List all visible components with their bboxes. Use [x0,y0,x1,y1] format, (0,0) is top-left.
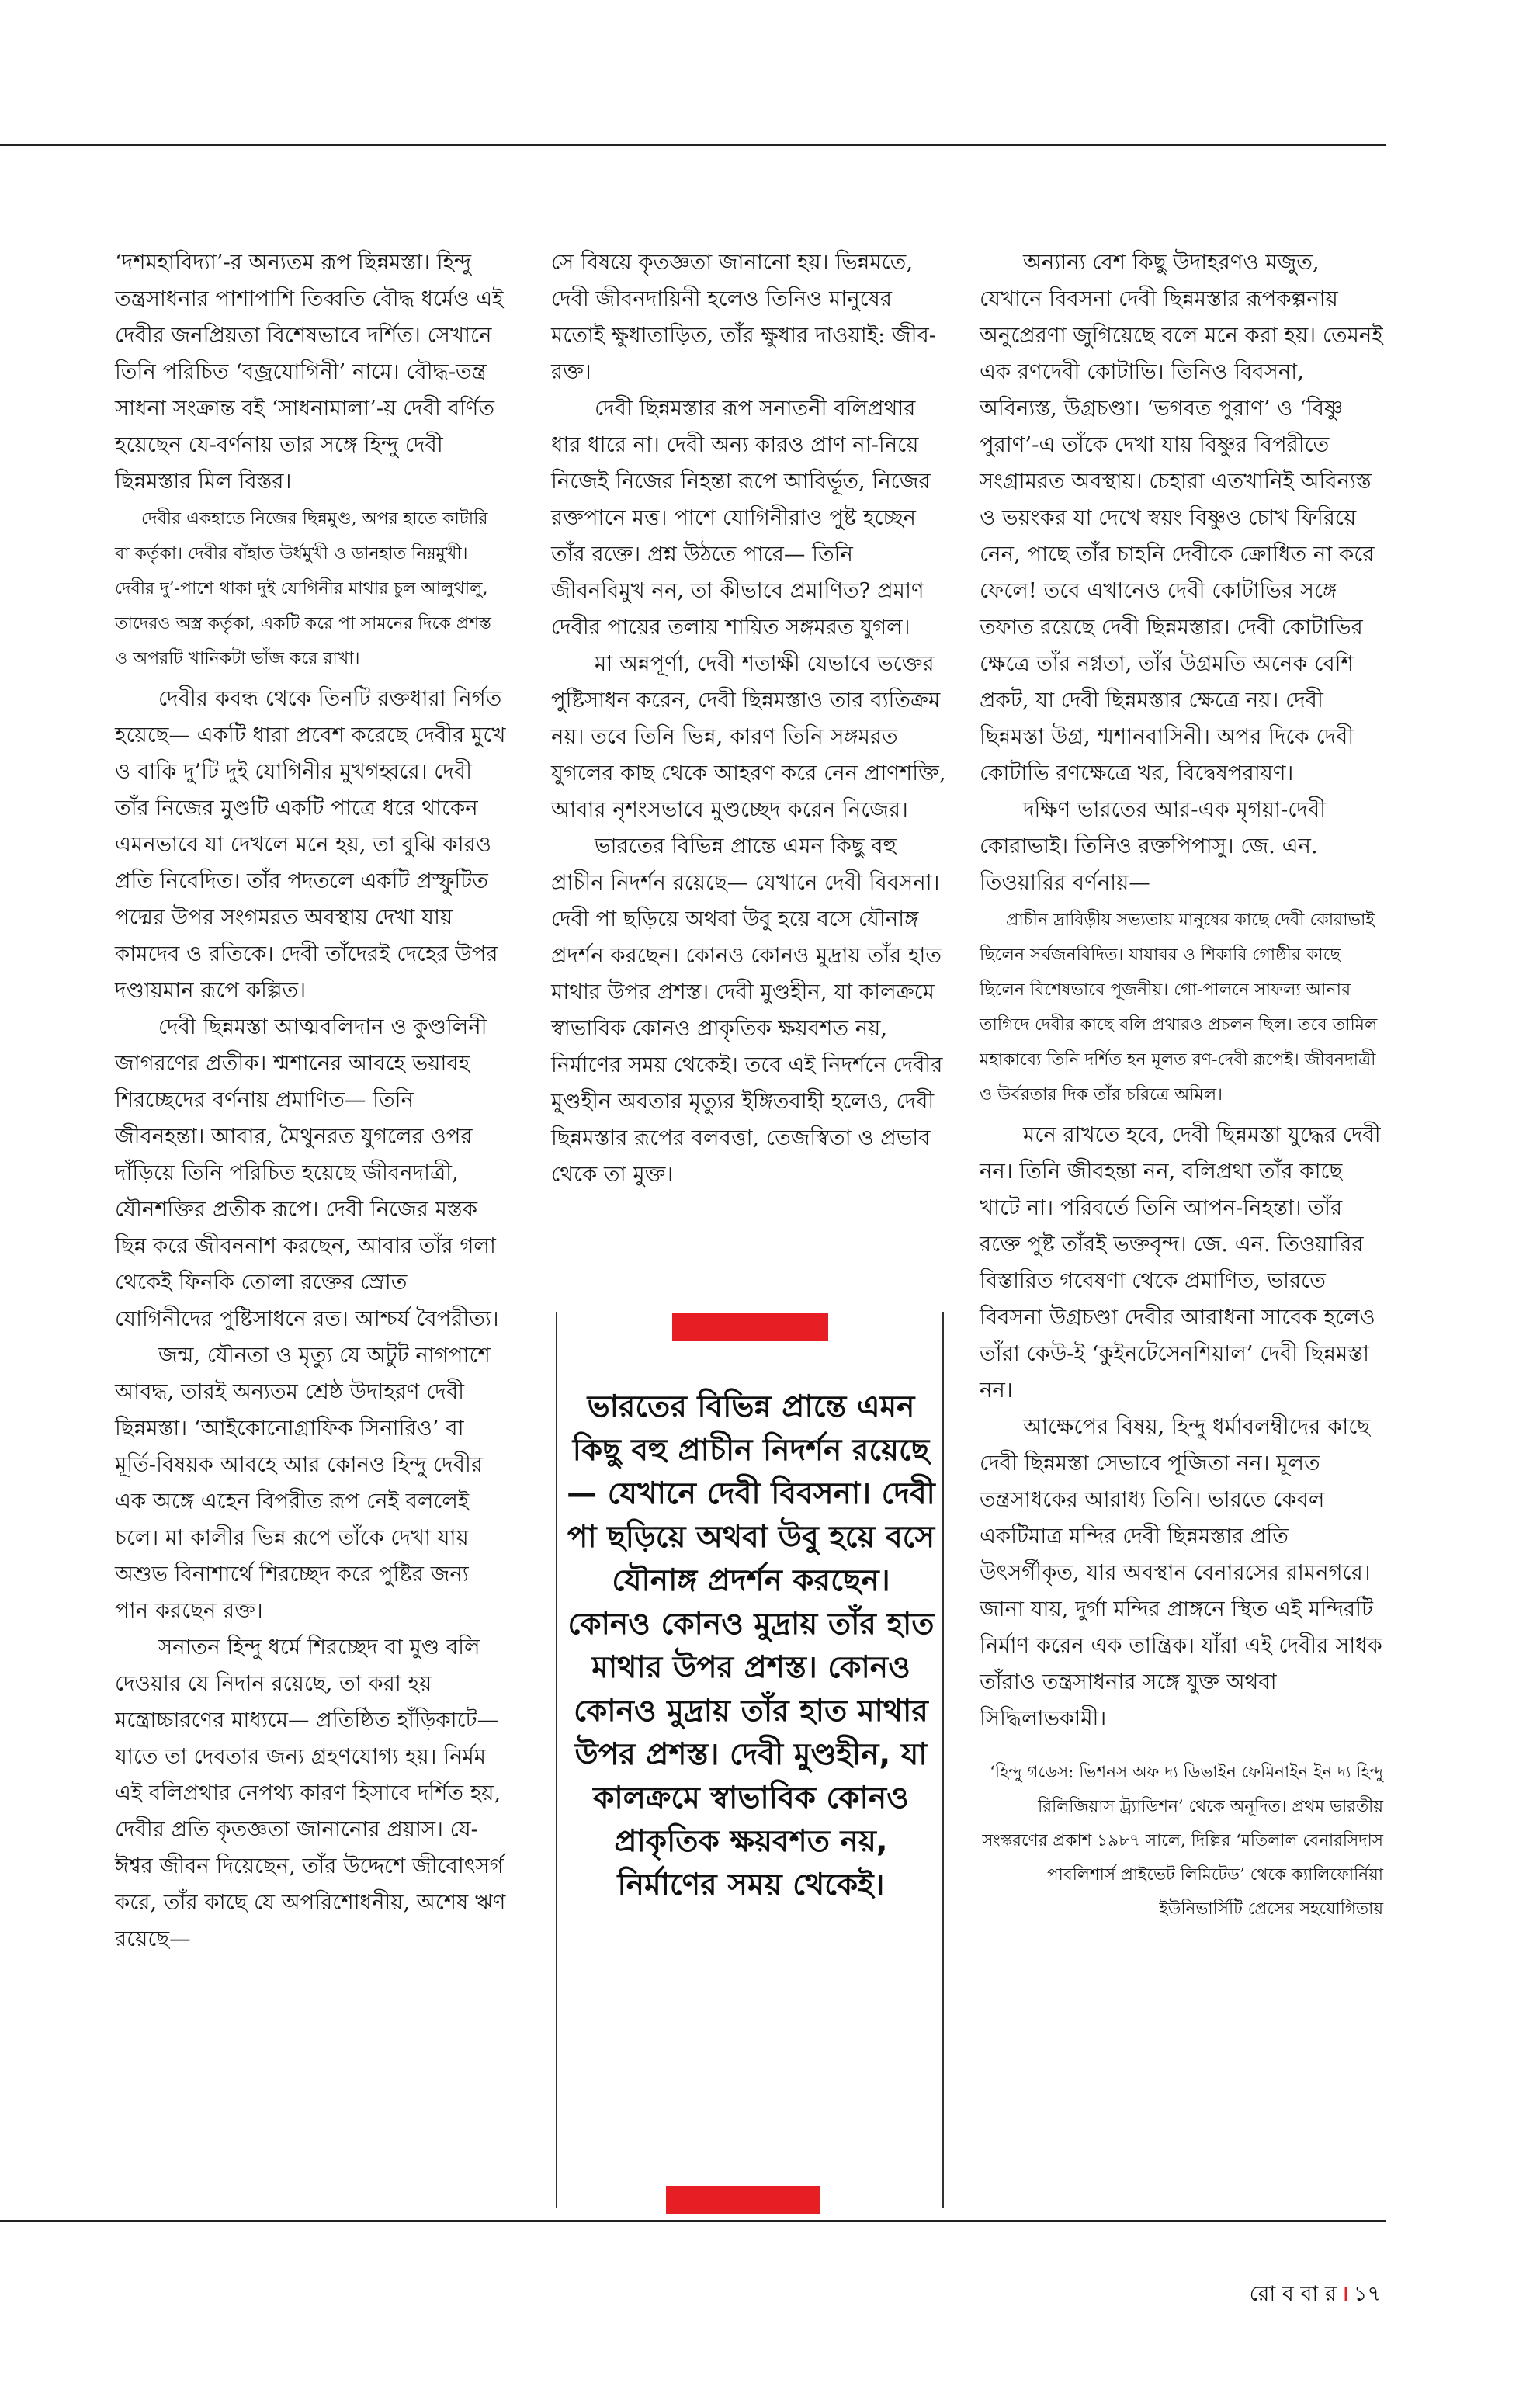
pull-quote: ভারতের বিভিন্ন প্রান্তে এমন কিছু বহু প্রাচীন নিদর্শন রয়েছে— যেখানে দেবী বিবসনা। দেবী পা ছড়িয়ে অথবা উবু হয়ে বসে যৌনাঙ্গ প্রদর্শন করছেন। কোনও কোনও মুদ্রায় তাঁর হাত মাথার উপর প্রশস্ত। কোনও কোনও মুদ্রায় তাঁর হাত মাথার উপর প্রশস্ত। দেবী মুণ্ডহীন, যা কালক্রমে স্বাভাবিক কোনও প্রাকৃতিক ক্ষয়বশত নয়, নির্মাণের সময় থেকেই। [567,1389,935,1902]
side-note: প্রাচীন দ্রাবিড়ীয় সভ্যতায় মানুষের কাছে দেবী কোরাভাই ছিলেন সর্বজনবিদিত। যাযাবর ও শিকারি গোষ্ঠীর কাছে ছিলেন বিশেষভাবে পূজনীয়। গো-পালনে সাফল্য আনার তাগিদে দেবীর কাছে বলি প্রথারও প্রচলন ছিল। তবে তামিল মহাকাব্যে তিনি দর্শিত হন মূলত রণ-দেবী রূপেই। জীবনদাত্রী ও উর্বরতার দিক তাঁর চরিত্রে অমিল। [980,910,1378,1105]
paragraph: ভারতের বিভিন্ন প্রান্তে এমন কিছু বহু প্রাচীন নিদর্শন রয়েছে— যেখানে দেবী বিবসনা। দেবী পা ছড়িয়ে অথবা উবু হয়ে বসে যৌনাঙ্গ প্রদর্শন করছেন। কোনও কোনও মুদ্রায় তাঁর হাত মাথার উপর প্রশস্ত। দেবী মুণ্ডহীন, যা কালক্রমে স্বাভাবিক কোনও প্রাকৃতিক ক্ষয়বশত নয়, নির্মাণের সময় থেকেই। তবে এই নিদর্শনে দেবীর মুণ্ডহীন অবতার মৃত্যুর ইঙ্গিতবাহী হলেও, দেবী ছিন্নমস্তার রূপের বলবত্তা, তেজস্বিতা ও প্রভাব থেকে তা মুক্ত। [551,834,943,1187]
paragraph: অন্যান্য বেশ কিছু উদাহরণও মজুত, যেখানে বিবসনা দেবী ছিন্নমস্তার রূপকল্পনায় অনুপ্রেরণা জুগিয়েছে বলে মনে করা হয়। তেমনই এক রণদেবী কোটাভি। তিনিও বিবসনা, অবিন্যস্ত, উগ্রচণ্ডা। ‘ভগবত পুরাণ’ ও ‘বিষ্ণু পুরাণ’-এ তাঁকে দেখা যায় বিষ্ণুর বিপরীতে সংগ্রামরত অবস্থায়। চেহারা এতখানিই অবিন্যস্ত ও ভয়ংকর যা দেখে স্বয়ং বিষ্ণুও চোখ ফিরিয়ে নেন, পাছে তাঁর চাহনি দেবীকে ক্রোধিত না করে ফেলে! তবে এখানেও দেবী কোটাভির সঙ্গে তফাত রয়েছে দেবী ছিন্নমস্তার। দেবী কোটাভির ক্ষেত্রে তাঁর নগ্নতা, তাঁর উগ্রমতি অনেক বেশি প্রকট, যা দেবী ছিন্নমস্তার ক্ষেত্রে নয়। দেবী ছিন্নমস্তা উগ্র, শ্মশানবাসিনী। অপর দিকে দেবী কোটাভি রণক্ষেত্রে খর, বিদ্বেষপরায়ণ। [980,250,1383,786]
paragraph: আক্ষেপের বিষয়, হিন্দু ধর্মাবলম্বীদের কাছে দেবী ছিন্নমস্তা সেভাবে পূজিতা নন। মূলত তন্ত্রসাধকের আরাধ্য তিনি। ভারতে কেবল একটিমাত্র মন্দির দেবী ছিন্নমস্তার প্রতি উৎসর্গীকৃত, যার অবস্থান বেনারসের রামনগরে। জানা যায়, দুর্গা মন্দির প্রাঙ্গনে স্থিত এই মন্দিরটি নির্মাণ করেন এক তান্ত্রিক। যাঁরা এই দেবীর সাধক তাঁরাও তন্ত্রসাধনার সঙ্গে যুক্ত অথবা সিদ্ধিলাভকামী। [980,1414,1382,1731]
footer-separator: । [1341,2282,1349,2306]
page-number: ১৭ [1353,2282,1381,2306]
pull-quote-left-rule [556,1312,557,2208]
paragraph: দেবীর কবন্ধ থেকে তিনটি রক্তধারা নির্গত হয়েছে— একটি ধারা প্রবেশ করেছে দেবীর মুখে ও বাকি দু’টি দুই যোগিনীর মুখগহ্বরে। দেবী তাঁর নিজের মুণ্ডটি একটি পাত্রে ধরে থাকেন এমনভাবে যা দেখলে মনে হয়, তা বুঝি কারও প্রতি নিবেদিত। তাঁর পদতলে একটি প্রস্ফুটিত পদ্মের উপর সংগমরত অবস্থায় দেখা যায় কামদেব ও রতিকে। দেবী তাঁদেরই দেহের উপর দণ্ডায়মান রূপে কল্পিত। [115,686,506,1003]
paragraph: দেবী ছিন্নমস্তার রূপ সনাতনী বলিপ্রথার ধার ধারে না। দেবী অন্য কারও প্রাণ না-নিয়ে নিজেই নিজের নিহন্তা রূপে আবির্ভূত, নিজের রক্তপানে মত্ত। পাশে যোগিনীরাও পুষ্ট হচ্ছেন তাঁর রক্তে। প্রশ্ন উঠতে পারে— তিনি জীবনবিমুখ নন, তা কীভাবে প্রমাণিত? প্রমাণ দেবীর পায়ের তলায় শায়িত সঙ্গমরত যুগল। [551,396,931,640]
source-credit: ‘হিন্দু গডেস: ভিশনস অফ দ্য ডিভাইন ফেমিনাইন ইন দ্য হিন্দু রিলিজিয়াস ট্র্যাডিশন’ থেকে অনূদিত। প্রথম ভারতীয় সংস্করণের প্রকাশ ১৯৮৭ সালে, দিল্লির ‘মতিলাল বেনারসিদাস পাবলিশার্স প্রাইভেট লিমিটেড’ থেকে ক্যালিফোর্নিয়া ইউনিভার্সিটি প্রেসের সহযোগিতায় [982,1763,1383,1919]
top-rule [0,144,1386,146]
pull-quote-bottom-accent [666,2186,820,2214]
paragraph: মা অন্নপূর্ণা, দেবী শতাক্ষী যেভাবে ভক্তের পুষ্টিসাধন করেন, দেবী ছিন্নমস্তাও তার ব্যতিক্রম নয়। তবে তিনি ভিন্ন, কারণ তিনি সঙ্গমরত যুগলের কাছ থেকে আহরণ করে নেন প্রাণশক্তি, আবার নৃশংসভাবে মুণ্ডচ্ছেদ করেন নিজের। [551,651,946,822]
paragraph: মনে রাখতে হবে, দেবী ছিন্নমস্তা যুদ্ধের দেবী নন। তিনি জীবহন্তা নন, বলিপ্রথা তাঁর কাছে খাটে না। পরিবর্তে তিনি আপন-নিহন্তা। তাঁর রক্তে পুষ্ট তাঁরই ভক্তবৃন্দ। জে. এন. তিওয়ারির বিস্তারিত গবেষণা থেকে প্রমাণিত, ভারতে বিবসনা উগ্রচণ্ডা দেবীর আরাধনা সাবেক হলেও তাঁরা কেউ-ই ‘কুইনটেসেনশিয়াল’ দেবী ছিন্নমস্তা নন। [980,1122,1381,1403]
article-column-1 [115,245,507,1958]
article-column-2 [551,245,947,1193]
paragraph: ‘দশমহাবিদ্যা’-র অন্যতম রূপ ছিন্নমস্তা। হিন্দু তন্ত্রসাধনার পাশাপাশি তিব্বতি বৌদ্ধ ধর্মেও এই দেবীর জনপ্রিয়তা বিশেষভাবে দর্শিত। সেখানে তিনি পরিচিত ‘বজ্রযোগিনী’ নামে। বৌদ্ধ-তন্ত্র সাধনা সংক্রান্ত বই ‘সাধনামালা’-য় দেবী বর্ণিত হয়েছেন যে-বর্ণনায় তার সঙ্গে হিন্দু দেবী ছিন্নমস্তার মিল বিস্তর। [115,250,504,494]
paragraph: দেবী ছিন্নমস্তা আত্মবলিদান ও কুণ্ডলিনী জাগরণের প্রতীক। শ্মশানের আবহে ভয়াবহ শিরচ্ছেদের বর্ণনায় প্রমাণিত— তিনি জীবনহন্তা। আবার, মৈথুনরত যুগলের ওপর দাঁড়িয়ে তিনি পরিচিত হয়েছে জীবনদাত্রী, যৌনশক্তির প্রতীক রূপে। দেবী নিজের মস্তক ছিন্ন করে জীবননাশ করছেন, আবার তাঁর গলা থেকেই ফিনকি তোলা রক্তের স্রোত যোগিনীদের পুষ্টিসাধনে রত। আশ্চর্য বৈপরীত্য। [115,1014,499,1331]
article-column-3 [980,245,1383,1927]
publication-name: রো ব বা র [1249,2282,1337,2306]
side-note: দেবীর একহাতে নিজের ছিন্নমুণ্ড, অপর হাতে কাটারি বা কর্তৃকা। দেবীর বাঁহাত উর্ধমুখী ও ডানহাত নিম্নমুখী। দেবীর দু’-পাশে থাকা দুই যোগিনীর মাথার চুল আলুথালু, তাদেরও অস্ত্র কর্তৃকা, একটি করে পা সামনের দিকে প্রশস্ত ও অপরটি খানিকটা ভাঁজ করে রাখা। [115,509,491,668]
paragraph: সনাতন হিন্দু ধর্মে শিরচ্ছেদ বা মুণ্ড বলি দেওয়ার যে নিদান রয়েছে, তা করা হয় মন্ত্রোচ্চারণের মাধ্যমে— প্রতিষ্ঠিত হাঁড়িকাটে— যাতে তা দেবতার জন্য গ্রহণযোগ্য হয়। নির্মম এই বলিপ্রথার নেপথ্য কারণ হিসাবে দর্শিত হয়, দেবীর প্রতি কৃতজ্ঞতা জানানোর প্রয়াস। যে-ঈশ্বর জীবন দিয়েছেন, তাঁর উদ্দেশে জীবোৎসর্গ করে, তাঁর কাছে যে অপরিশোধনীয়, অশেষ ঋণ রয়েছে— [115,1635,506,1951]
page-footer [1250,2278,1381,2313]
paragraph: জন্ম, যৌনতা ও মৃত্যু যে অটুট নাগপাশে আবদ্ধ, তারই অন্যতম শ্রেষ্ঠ উদাহরণ দেবী ছিন্নমস্তা। ‘আইকোনোগ্রাফিক সিনারিও’ বা মূর্তি-বিষয়ক আবহে আর কোনও হিন্দু দেবীর এক অঙ্গে এহেন বিপরীত রূপ নেই বললেই চলে। মা কালীর ভিন্ন রূপে তাঁকে দেখা যায় অশুভ বিনাশার্থে শিরচ্ছেদ করে পুষ্টির জন্য পান করছেন রক্ত। [115,1343,491,1623]
bottom-rule [0,2220,1386,2222]
pull-quote-right-rule [942,1312,944,2208]
paragraph: দক্ষিণ ভারতের আর-এক মৃগয়া-দেবী কোরাভাই। তিনিও রক্তপিপাসু। জে. এন. তিওয়ারির বর্ণনায়— [980,797,1327,895]
paragraph: সে বিষয়ে কৃতজ্ঞতা জানানো হয়। ভিন্নমতে, দেবী জীবনদায়িনী হলেও তিনিও মানুষের মতোই ক্ষুধাতাড়িত, তাঁর ক্ষুধার দাওয়াই: জীব-রক্ত। [551,250,937,384]
pull-quote-top-accent [672,1313,828,1341]
